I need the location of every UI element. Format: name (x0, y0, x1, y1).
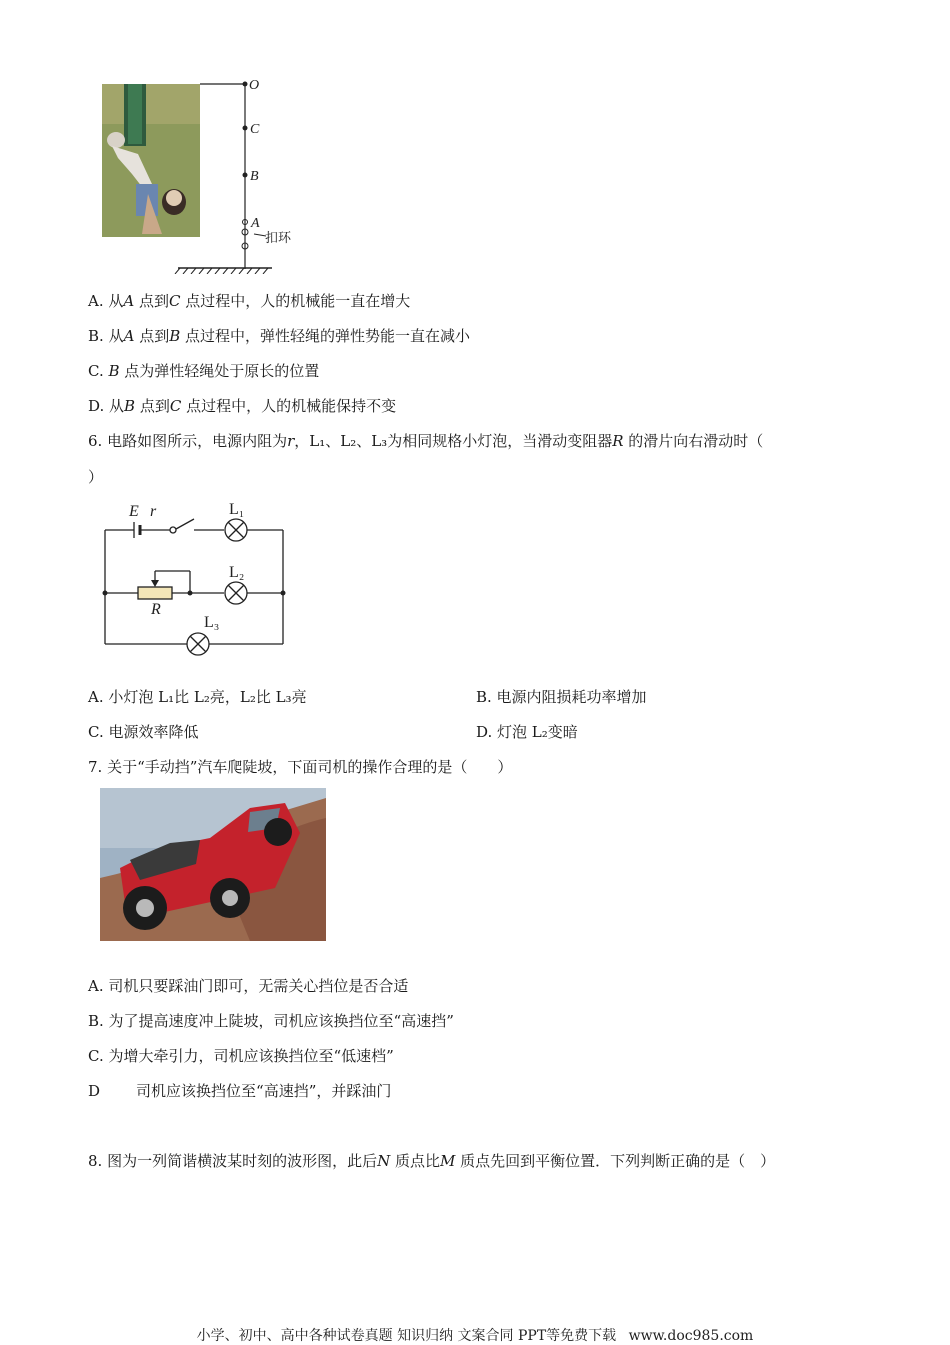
q6-option-b: B. 电源内阻损耗功率增加 (476, 688, 647, 706)
footer-url[interactable]: www.doc985.com (628, 1328, 754, 1344)
q7-option-c: C. 为增大牵引力，司机应该换挡位至“低速档” (88, 1047, 394, 1065)
label-emf: E (129, 503, 139, 520)
q6-option-a: A. 小灯泡 L₁比 L₂亮，L₂比 L₃亮 (88, 688, 307, 706)
q7-stem: 7. 关于“手动挡”汽车爬陡坡，下面司机的操作合理的是（ ） (88, 758, 513, 776)
bungee-diagram (170, 74, 310, 274)
circuit-diagram (96, 496, 296, 662)
label-point-o: O (249, 78, 260, 93)
q6-stem-close: ） (88, 468, 104, 486)
q8-stem: 8. 图为一列简谐横波某时刻的波形图，此后N 质点比M 质点先回到平衡位置．下列判断正确的是（ ） (88, 1152, 776, 1170)
label-ring: 扣环 (265, 231, 292, 246)
jeep-photo (100, 788, 326, 941)
label-l2: L₂ (229, 564, 245, 581)
jeep-photo-art (100, 788, 326, 941)
q6-stem: 6. 电路如图所示，电源内阻为r，L₁、L₂、L₃为相同规格小灯泡，当滑动变阻器R 的滑片向右滑动时（ (88, 432, 764, 450)
q7-option-b: B. 为了提高速度冲上陡坡，司机应该换挡位至“高速挡” (88, 1012, 454, 1030)
page-footer (0, 1325, 950, 1345)
label-l3: L₃ (204, 614, 220, 631)
label-point-b: B (250, 169, 259, 184)
q7-option-a: A. 司机只要踩油门即可，无需关心挡位是否合适 (88, 977, 409, 995)
q5-option-c: C. B 点为弹性轻绳处于原长的位置 (88, 362, 320, 380)
label-point-c: C (250, 122, 260, 137)
label-point-a: A (251, 216, 260, 231)
label-internal-r: r (150, 503, 157, 520)
q6-option-d: D. 灯泡 L₂变暗 (476, 723, 578, 741)
q6-option-c: C. 电源效率降低 (88, 723, 199, 741)
q5-option-b: B. 从A 点到B 点过程中，弹性轻绳的弹性势能一直在减小 (88, 327, 471, 345)
q5-option-a: A. 从A 点到C 点过程中，人的机械能一直在增大 (88, 292, 411, 310)
footer-text: 小学、初中、高中各种试卷真题 知识归纳 文案合同 PPT等免费下载 (196, 1328, 617, 1344)
label-l1: L₁ (229, 501, 245, 518)
q5-option-d: D. 从B 点到C 点过程中，人的机械能保持不变 (88, 397, 397, 415)
label-rheostat: R (151, 601, 161, 618)
q7-option-d: D 司机应该换挡位至“高速挡”，并踩油门 (88, 1082, 392, 1100)
